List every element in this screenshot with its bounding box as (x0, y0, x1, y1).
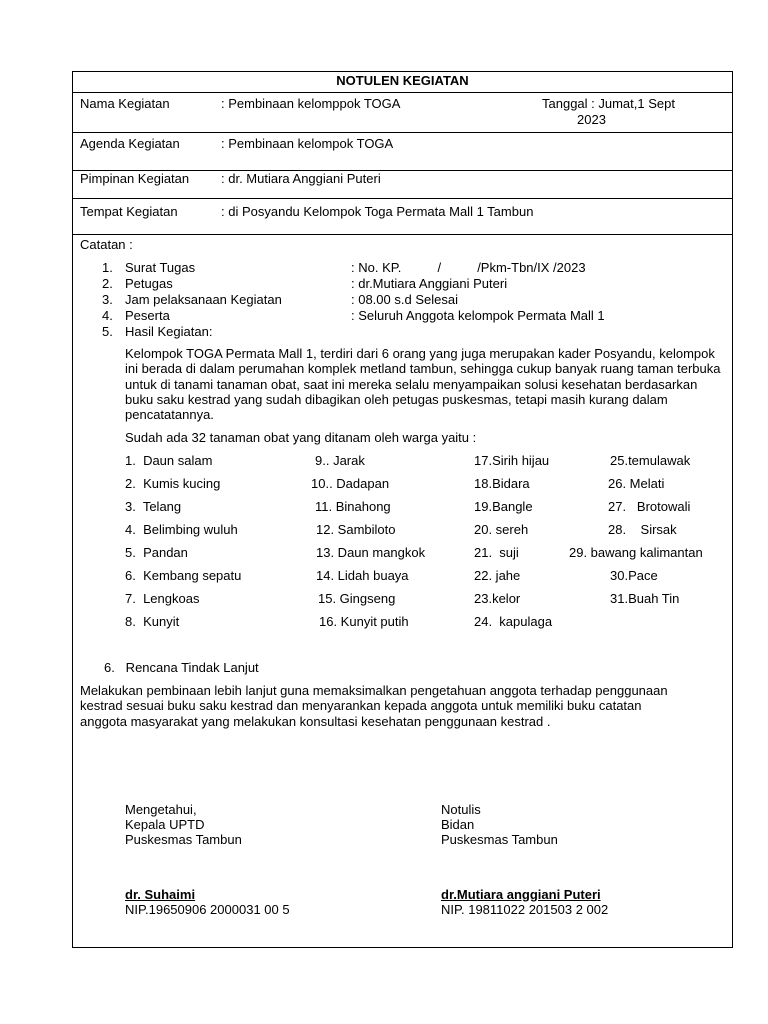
plant-item: 1. Daun salam (125, 453, 213, 468)
sign-left-nip: NIP.19650906 2000031 00 5 (125, 902, 290, 917)
plant-item: 18.Bidara (474, 476, 530, 491)
item-label: Hasil Kegiatan: (125, 324, 213, 339)
plant-item: 3. Telang (125, 499, 182, 514)
plants-intro: Sudah ada 32 tanaman obat yang ditanam oleh warga yaitu : (125, 430, 477, 445)
catatan-label: Catatan : (80, 237, 133, 252)
plant-item: 12. Sambiloto (316, 522, 396, 537)
item-number: 2. (102, 276, 113, 291)
item-number: 3. (102, 292, 113, 307)
item-number: 4. (102, 308, 113, 323)
item-label: Petugas (125, 276, 173, 291)
item-value: : No. KP. / /Pkm-Tbn/IX /2023 (351, 260, 586, 275)
row-value-pimpinan: : dr. Mutiara Anggiani Puteri (221, 171, 381, 186)
plant-item: 2. Kumis kucing (125, 476, 221, 491)
plant-item: 26. Melati (608, 476, 665, 491)
sign-left-line3: Puskesmas Tambun (125, 832, 242, 847)
plant-item: 25.temulawak (610, 453, 691, 468)
plant-item: 9.. Jarak (315, 453, 365, 468)
divider (73, 92, 732, 93)
document-title: NOTULEN KEGIATAN (336, 73, 469, 88)
item-value: : dr.Mutiara Anggiani Puteri (351, 276, 508, 291)
item-label: Peserta (125, 308, 170, 323)
divider (73, 132, 732, 133)
plant-item: 19.Bangle (474, 499, 533, 514)
plant-item: 14. Lidah buaya (316, 568, 409, 583)
plant-item: 15. Gingseng (318, 591, 396, 606)
rencana-paragraph: Melakukan pembinaan lebih lanjut guna memaksimalkan pengetahuan anggota terhadap penggunaan kestrad sesuai buku saku kestrad dan menyarankan kepada anggota untuk memiliki buku catatan anggota masyarakat yang melakukan konsultasi kesehatan penggunaan kestrad . (80, 683, 668, 729)
plant-item: 13. Daun mangkok (316, 545, 426, 560)
plant-item: 24. kapulaga (474, 614, 553, 629)
plant-item: 10.. Dadapan (311, 476, 390, 491)
row-value-agenda: : Pembinaan kelompok TOGA (221, 136, 394, 151)
sign-right-nip: NIP. 19811022 201503 2 002 (441, 902, 609, 917)
plant-item: 30.Pace (610, 568, 658, 583)
row-value-tempat: : di Posyandu Kelompok Toga Permata Mall 1 Tambun (221, 204, 534, 219)
row-label-agenda: Agenda Kegiatan (80, 136, 180, 151)
plant-item: 8. Kunyit (125, 614, 180, 629)
rencana-heading: 6. Rencana Tindak Lanjut (104, 660, 259, 675)
plant-item: 6. Kembang sepatu (125, 568, 242, 583)
plant-item: 11. Binahong (315, 499, 391, 514)
plant-item: 4. Belimbing wuluh (125, 522, 238, 537)
row-label-nama-kegiatan: Nama Kegiatan (80, 96, 170, 111)
hasil-paragraph: Kelompok TOGA Permata Mall 1, terdiri dari 6 orang yang juga merupakan kader Posyandu, kelompok ini berada di dalam perumahan komplek metland tambun, sehingga cukup banyak ruang taman terbuka untuk di tanami tanaman obat, saat ini mereka selalu menyampaikan solusi kesehatan berdasarkan buku saku kestrad yang sudah dibagikan oleh petugas puskesmas, tetapi masih kurang dalam pencatatannya. (125, 346, 721, 423)
item-label: Jam pelaksanaan Kegiatan (125, 292, 282, 307)
plant-item: 28. Sirsak (608, 522, 677, 537)
item-label: Surat Tugas (125, 260, 196, 275)
plant-item: 17.Sirih hijau (474, 453, 550, 468)
plant-item: 21. suji (474, 545, 519, 560)
sign-left-line1: Mengetahui, (125, 802, 197, 817)
item-value: : 08.00 s.d Selesai (351, 292, 458, 307)
divider (73, 198, 732, 199)
tanggal-line2: 2023 (577, 112, 606, 127)
row-value-nama-kegiatan: : Pembinaan kelomppok TOGA (221, 96, 401, 111)
plant-item: 27. Brotowali (608, 499, 691, 514)
plant-item: 16. Kunyit putih (319, 614, 409, 629)
plant-item: 7. Lengkoas (125, 591, 200, 606)
row-label-tempat: Tempat Kegiatan (80, 204, 178, 219)
sign-right-name: dr.Mutiara anggiani Puteri (441, 887, 601, 902)
plant-item: 20. sereh (474, 522, 529, 537)
item-number: 5. (102, 324, 113, 339)
sign-right-line2: Bidan (441, 817, 475, 832)
row-label-pimpinan: Pimpinan Kegiatan (80, 171, 190, 186)
plant-item: 23.kelor (474, 591, 521, 606)
plant-item: 22. jahe (474, 568, 521, 583)
plant-item: 31.Buah Tin (610, 591, 680, 606)
minutes-document (72, 71, 733, 948)
sign-right-line3: Puskesmas Tambun (441, 832, 558, 847)
plant-item: 29. bawang kalimantan (569, 545, 703, 560)
item-value: : Seluruh Anggota kelompok Permata Mall 1 (351, 308, 605, 323)
sign-left-line2: Kepala UPTD (125, 817, 205, 832)
divider (73, 234, 732, 235)
plant-item: 5. Pandan (125, 545, 188, 560)
sign-left-name: dr. Suhaimi (125, 887, 196, 902)
sign-right-line1: Notulis (441, 802, 481, 817)
item-number: 1. (102, 260, 113, 275)
tanggal-line1: Tanggal : Jumat,1 Sept (542, 96, 675, 111)
